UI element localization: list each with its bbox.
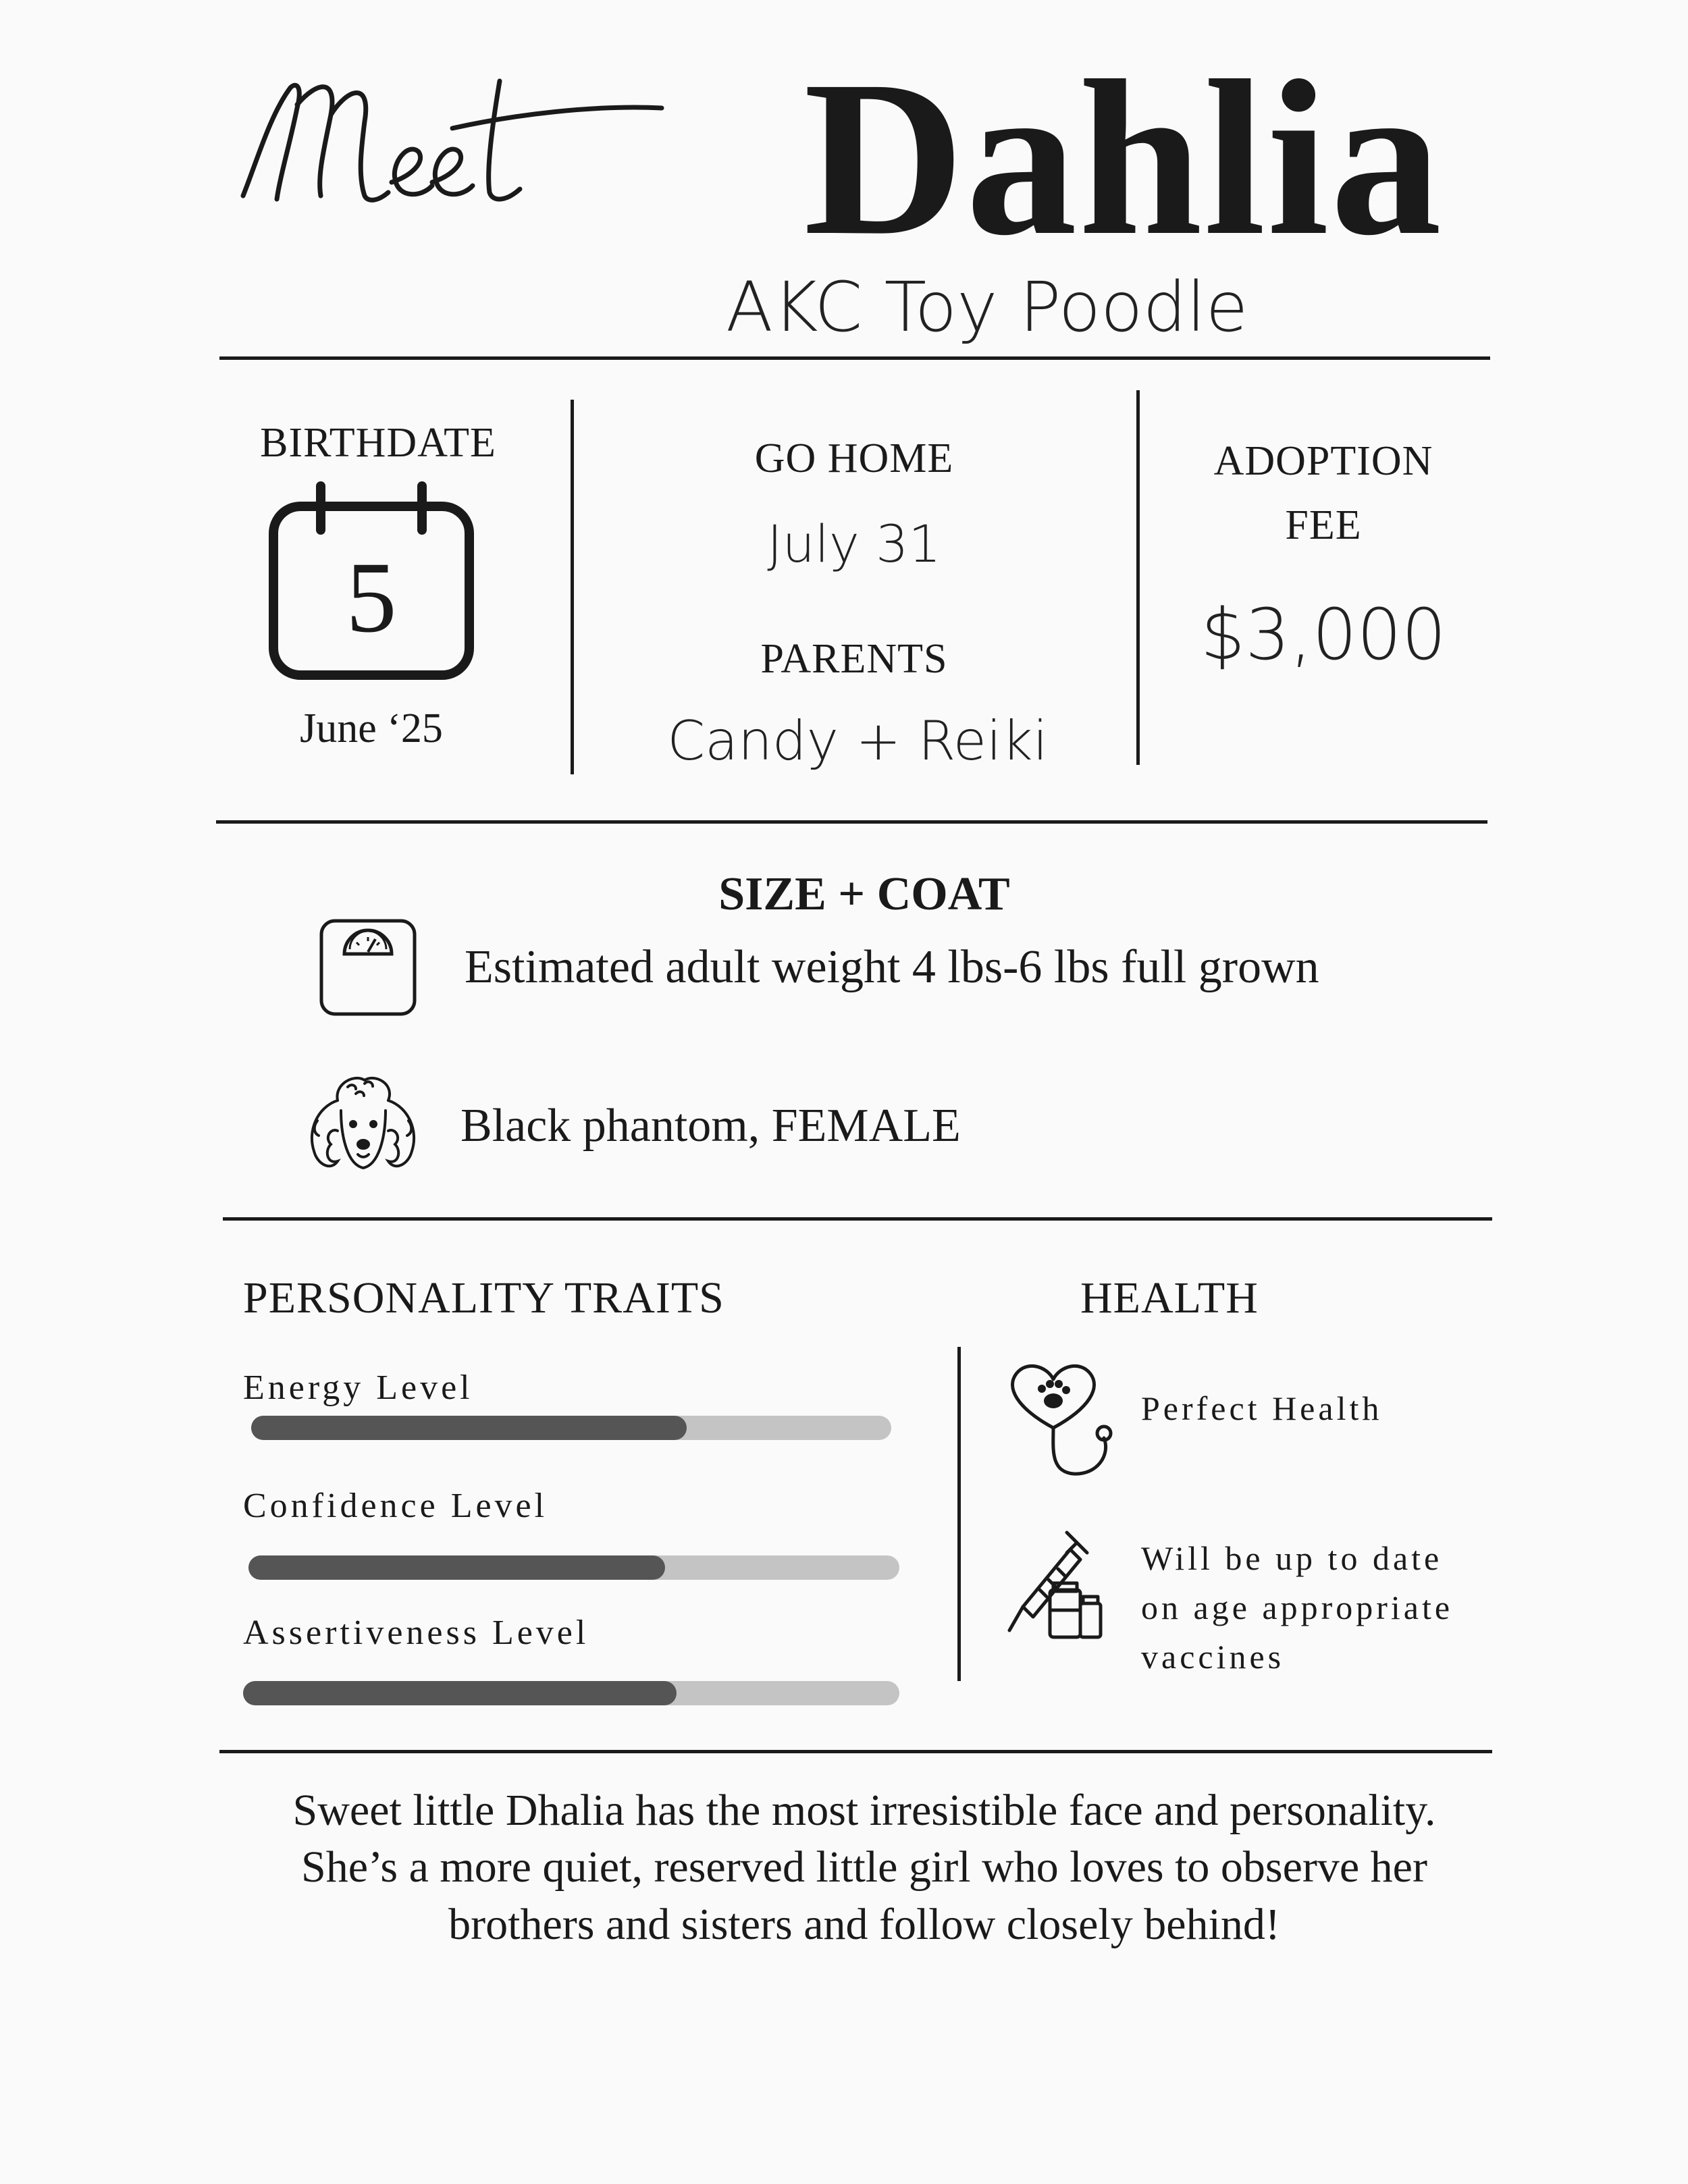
coat-description: Black phantom, FEMALE [460,1100,961,1152]
size-coat-title: SIZE + COAT [718,868,1010,920]
scale-icon [317,917,419,1018]
go-home-date: July 31 [767,514,941,574]
meet-script-heading [230,41,675,263]
trait-bar-energy [251,1416,891,1440]
trait-bar-fill [248,1555,665,1580]
birth-month-year: June ‘25 [300,705,443,751]
divider [219,356,1490,360]
divider [1136,390,1140,765]
go-home-label: GO HOME [754,435,954,481]
birthdate-label: BIRTHDATE [260,420,496,466]
health-title: HEALTH [1080,1273,1259,1323]
trait-bar-fill [251,1416,687,1440]
adoption-fee-value: $3,000 [1201,593,1446,676]
vaccine-note-line2: on age appropriate [1141,1589,1454,1626]
heart-stethoscope-icon [1003,1360,1117,1479]
trait-bar-fill [243,1681,677,1705]
divider [219,1750,1492,1753]
trait-label-energy: Energy Level [243,1368,473,1407]
poodle-icon [300,1070,425,1185]
weight-estimate: Estimated adult weight 4 lbs-6 lbs full grown [465,941,1319,993]
vaccine-note-line1: Will be up to date [1141,1539,1443,1577]
trait-label-confidence: Confidence Level [243,1487,548,1525]
trait-label-assertiveness: Assertiveness Level [243,1614,589,1652]
breed-subtitle: AKC Toy Poodle [726,267,1248,348]
divider [223,1217,1492,1221]
puppy-name: Dahlia [803,35,1444,282]
trait-bar-confidence [248,1555,899,1580]
parents-label: PARENTS [760,636,948,682]
vaccine-note-line3: vaccines [1141,1638,1285,1676]
parents-names: Candy + Reiki [667,710,1048,772]
adoption-fee-label-line2: FEE [1285,502,1362,548]
trait-bar-assertiveness [243,1681,899,1705]
health-status: Perfect Health [1141,1389,1383,1427]
divider [216,820,1487,824]
divider [957,1347,961,1681]
vaccine-icon [1003,1526,1104,1641]
personality-traits-title: PERSONALITY TRAITS [243,1273,724,1323]
puppy-description: Sweet little Dhalia has the most irresistible face and personality. She’s a more quiet, reserved little girl who loves to observe her brothers and sisters and follow closely behind! [292,1786,1436,1949]
adoption-fee-label-line1: ADOPTION [1213,438,1433,484]
birth-day: 5 [346,541,397,654]
divider [571,400,574,774]
